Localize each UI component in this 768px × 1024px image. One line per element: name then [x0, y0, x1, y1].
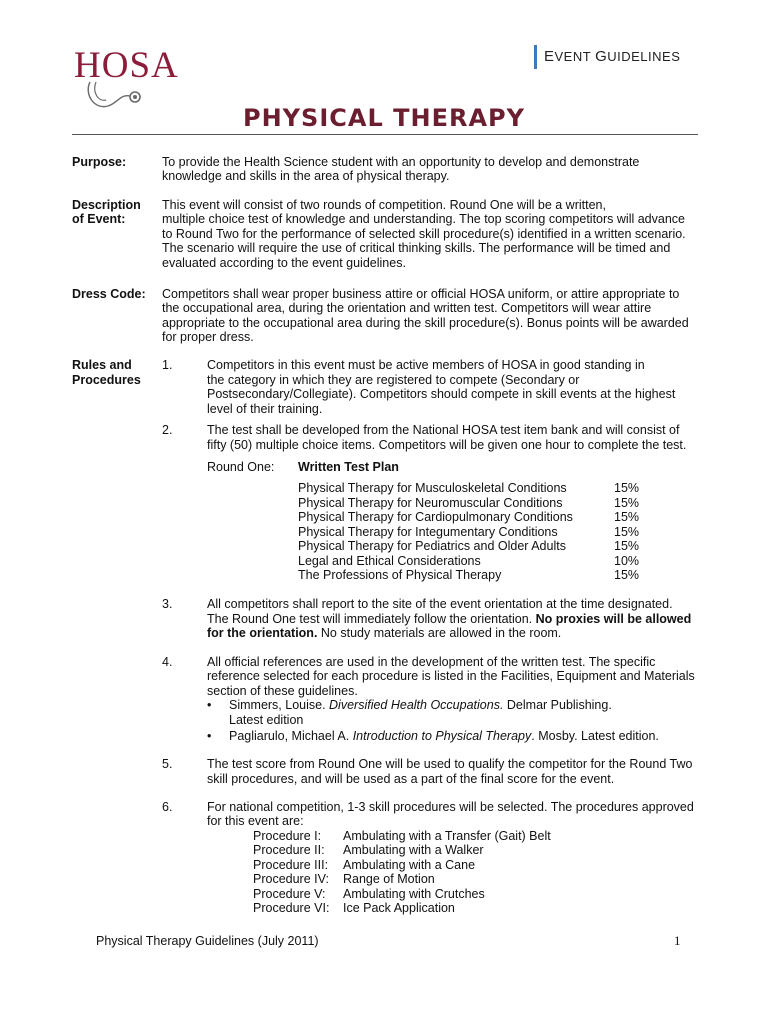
procedure-number: Procedure VI:	[253, 901, 330, 915]
test-plan-percent: 15%	[614, 496, 640, 510]
test-plan-topic: The Professions of Physical Therapy	[298, 568, 502, 582]
rule-line: Competitors in this event must be active members of HOSA in good standing in	[207, 358, 645, 372]
rule-line: All competitors shall report to the site of the event orientation at the time designated.	[207, 597, 673, 611]
rule-number: 5.	[162, 757, 173, 771]
description-line: to Round Two for the performance of selected skill procedure(s) identified in a written scenario.	[162, 227, 686, 241]
procedure-name: Ambulating with a Walker	[343, 843, 484, 857]
rule-line: level of their training.	[207, 402, 323, 416]
page-number: 1	[674, 933, 681, 948]
description-line: evaluated according to the event guidelines.	[162, 256, 406, 270]
rules-label: Procedures	[72, 373, 141, 387]
dress-code-line: the occupational area, during the orientation and written test. Competitors will wear attire	[162, 301, 652, 315]
purpose-label: Purpose:	[72, 155, 127, 169]
rule-line: for this event are:	[207, 814, 304, 828]
rule-number: 6.	[162, 800, 173, 814]
reference-item-cont: Latest edition	[229, 713, 304, 727]
procedure-number: Procedure II:	[253, 843, 325, 857]
reference-item: • Simmers, Louise. Diversified Health Occupations. Delmar Publishing.	[207, 698, 612, 712]
purpose-line: To provide the Health Science student with an opportunity to develop and demonstrate	[162, 155, 640, 169]
test-plan-title: Written Test Plan	[298, 460, 399, 474]
rule-line: for the orientation. No study materials are allowed in the room.	[207, 626, 562, 640]
test-plan-topic: Physical Therapy for Cardiopulmonary Conditions	[298, 510, 573, 524]
procedure-name: Ambulating with a Transfer (Gait) Belt	[343, 829, 551, 843]
procedure-number: Procedure IV:	[253, 872, 329, 886]
rule-line: section of these guidelines.	[207, 684, 358, 698]
description-label: Description	[72, 198, 141, 212]
procedure-number: Procedure III:	[253, 858, 329, 872]
rule-number: 2.	[162, 423, 173, 437]
test-plan-percent: 15%	[614, 539, 640, 553]
reference-item: • Pagliarulo, Michael A. Introduction to Physical Therapy. Mosby. Latest edition.	[207, 729, 659, 743]
test-plan-topic: Physical Therapy for Musculoskeletal Conditions	[298, 481, 567, 495]
purpose-line: knowledge and skills in the area of physical therapy.	[162, 169, 450, 183]
footer-title: Physical Therapy Guidelines (July 2011)	[96, 934, 319, 948]
rule-line: reference selected for each procedure is listed in the Facilities, Equipment and Materials	[207, 669, 695, 683]
rule-number: 1.	[162, 358, 173, 372]
event-guidelines-label: EVENT GUIDELINES	[544, 48, 681, 65]
procedure-name: Range of Motion	[343, 872, 435, 886]
rule-line: All official references are used in the development of the written test. The specific	[207, 655, 656, 669]
dress-code-line: for proper dress.	[162, 330, 254, 344]
test-plan-percent: 15%	[614, 568, 640, 582]
dress-code-label: Dress Code:	[72, 287, 146, 301]
title-rule	[72, 134, 698, 135]
description-line: This event will consist of two rounds of competition. Round One will be a written,	[162, 198, 606, 212]
rule-number: 4.	[162, 655, 173, 669]
dress-code-line: appropriate to the occupational area during the skill procedure(s). Bonus points will be awarded	[162, 316, 689, 330]
hosa-logo: HOSA	[74, 45, 179, 86]
test-plan-percent: 15%	[614, 481, 640, 495]
dress-code-line: Competitors shall wear proper business attire or official HOSA uniform, or attire appropriate to	[162, 287, 680, 301]
test-plan-topic: Physical Therapy for Neuromuscular Conditions	[298, 496, 563, 510]
description-label: of Event:	[72, 212, 126, 226]
rule-line: The test shall be developed from the National HOSA test item bank and will consist of	[207, 423, 680, 437]
rule-line: the category in which they are registered to compete (Secondary or	[207, 373, 580, 387]
rule-line: The Round One test will immediately follow the orientation. No proxies will be allowed	[207, 612, 692, 626]
test-plan-percent: 10%	[614, 554, 640, 568]
procedure-number: Procedure I:	[253, 829, 322, 843]
test-plan-topic: Physical Therapy for Integumentary Conditions	[298, 525, 558, 539]
test-plan-topic: Legal and Ethical Considerations	[298, 554, 481, 568]
test-plan-percent: 15%	[614, 510, 640, 524]
procedure-name: Ambulating with Crutches	[343, 887, 485, 901]
procedure-name: Ice Pack Application	[343, 901, 455, 915]
test-plan-percent: 15%	[614, 525, 640, 539]
page-title: PHYSICAL THERAPY	[243, 104, 525, 132]
test-plan-topic: Physical Therapy for Pediatrics and Older Adults	[298, 539, 566, 553]
rule-number: 3.	[162, 597, 173, 611]
rule-line: The test score from Round One will be used to qualify the competitor for the Round Two	[207, 757, 693, 771]
rule-line: fifty (50) multiple choice items. Competitors will be given one hour to complete the test.	[207, 438, 687, 452]
rule-line: For national competition, 1-3 skill procedures will be selected. The procedures approved	[207, 800, 694, 814]
description-line: multiple choice test of knowledge and understanding. The top scoring competitors will advance	[162, 212, 685, 226]
description-line: The scenario will require the use of critical thinking skills. The performance will be timed and	[162, 241, 671, 255]
procedure-name: Ambulating with a Cane	[343, 858, 476, 872]
rule-line: skill procedures, and will be used as a part of the final score for the event.	[207, 772, 615, 786]
procedure-number: Procedure V:	[253, 887, 326, 901]
header-divider	[534, 45, 537, 69]
round-one-label: Round One:	[207, 460, 275, 474]
rule-line: Postsecondary/Collegiate). Competitors should compete in skill events at the highest	[207, 387, 676, 401]
rules-label: Rules and	[72, 358, 132, 372]
